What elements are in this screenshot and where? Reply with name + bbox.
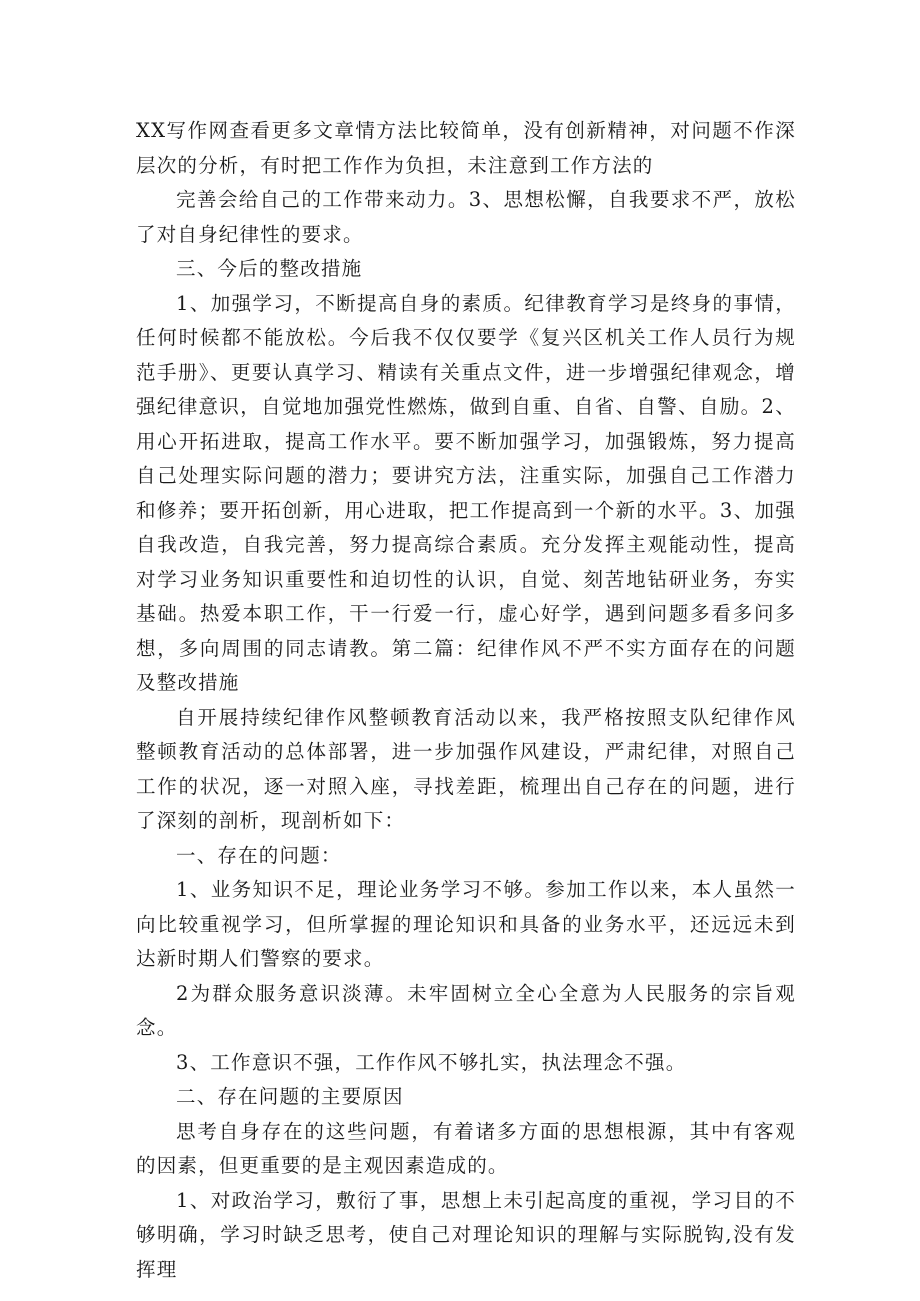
section-heading-rectification: 三、今后的整改措施 xyxy=(176,257,363,280)
paragraph-causes-intro: 思考自身存在的这些问题，有着诸多方面的思想根源，其中有客观的因素，但更重要的是主观因素造成的。 xyxy=(136,1119,796,1177)
paragraph-continuation: 完善会给自己的工作带来动力。3、思想松懈，自我要求不严，放松了对自身纪律性的要求。 xyxy=(136,188,796,246)
paragraph-second-article-intro: 自开展持续纪律作风整顿教育活动以来，我严格按照支队纪律作风整顿教育活动的总体部署，进一步加强作风建设，严肃纪律，对照自己工作的状况，逐一对照入座，寻找差距，梳理出自己存在的问题，进行了深刻的剖析，现剖析如下： xyxy=(136,705,796,832)
paragraph-rectification-measures: 1、加强学习，不断提高自身的素质。纪律教育学习是终身的事情，任何时候都不能放松。今后我不仅仅要学《复兴区机关工作人员行为规范手册》、更要认真学习、精读有关重点文件，进一步增强纪律观念，增强纪律意识，自觉地加强党性燃炼，做到自重、自省、自警、自励。2、用心开拓进取，提高工作水平。要不断加强学习，加强锻炼，努力提高自己处理实际问题的潜力；要讲究方法，注重实际，加强自己工作潜力和修养；要开拓创新，用心进取，把工作提高到一个新的水平。3、加强自我改造，自我完善，努力提高综合素质。充分发挥主观能动性，提高对学习业务知识重要性和迫切性的认识，自觉、刻苦地钻研业务，夯实基础。热爱本职工作，干一行爱一行，虚心好学，遇到问题多看多问多想，多向周围的同志请教。第二篇：纪律作风不严不实方面存在的问题及整改措施 xyxy=(136,291,796,694)
paragraph-cause-1: 1、对政治学习，敷衍了事，思想上未引起高度的重视，学习目的不够明确，学习时缺乏思考，使自己对理论知识的理解与实际脱钩,没有发挥理 xyxy=(136,1188,796,1281)
section-heading-causes: 二、存在问题的主要原因 xyxy=(176,1085,404,1108)
document-body xyxy=(136,114,796,1287)
paragraph-problem-2: 2为群众服务意识淡薄。未牢固树立全心全意为人民服务的宗旨观念。 xyxy=(136,981,796,1039)
paragraph-intro: XX写作网查看更多文章情方法比较简单，没有创新精神，对问题不作深层次的分析，有时把工作作为负担，未注意到工作方法的 xyxy=(136,119,796,177)
section-heading-problems: 一、存在的问题： xyxy=(176,843,342,867)
paragraph-problem-3: 3、工作意识不强，工作作风不够扎实，执法理念不强。 xyxy=(176,1050,687,1074)
paragraph-problem-1: 1、业务知识不足，理论业务学习不够。参加工作以来，本人虽然一向比较重视学习，但所掌握的理论知识和具备的业务水平，还远远未到达新时期人们警察的要求。 xyxy=(136,878,796,970)
